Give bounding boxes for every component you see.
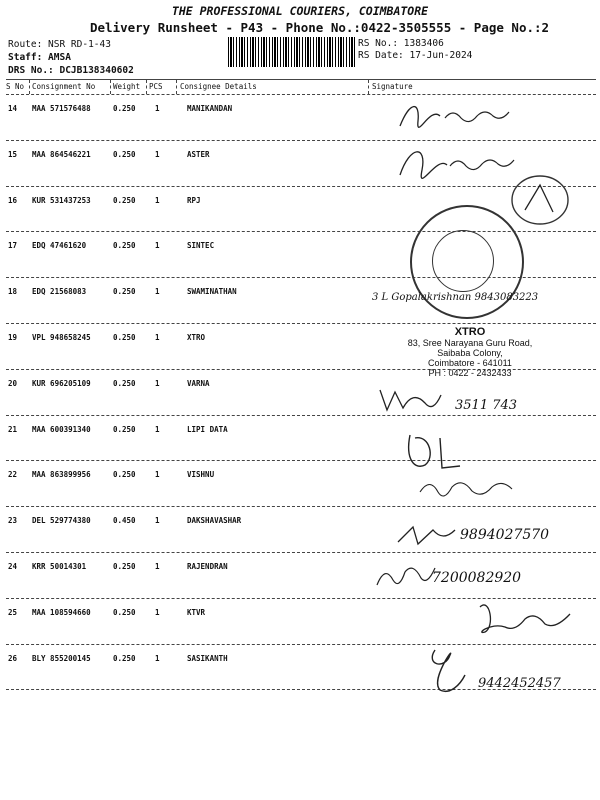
consignment-cell: DEL 529774380 [32,516,91,526]
consignment-cell: KUR 696205109 [32,378,91,388]
col-divider [29,80,30,94]
pcs-cell: 1 [155,195,160,205]
col-divider [176,80,177,94]
signature-row-25 [470,597,590,642]
xtro-stamp [390,326,550,378]
pcs-cell: 1 [155,287,160,297]
xtro-address-line3: Coimbatore - 641011 [428,358,512,368]
consignee-cell: ASTER [187,149,210,159]
rs-date: RS Date: 17-Jun-2024 [358,50,473,61]
sno-cell: 17 [8,241,18,251]
weight-cell: 0.250 [113,287,136,297]
row-divider [6,460,596,461]
signature-row-14 [390,96,540,136]
consignment-cell: KRR 50014301 [32,562,87,571]
pcs-cell: 1 [155,562,160,571]
weight-cell: 0.250 [113,333,136,342]
drs-number: DRS No.: DCJB138340602 [8,65,134,76]
consignment-cell: BLY 855200145 [32,653,91,663]
pcs-cell: 1 [155,149,160,159]
table-top-border [6,79,596,80]
sno-cell: 25 [8,607,18,617]
consignment-cell: MAA 863899956 [32,470,91,480]
col-divider [146,80,147,94]
weight-cell: 0.250 [113,562,136,571]
xtro-name: XTRO [454,326,486,338]
signature-row-26 [420,640,480,700]
consignee-cell: SWAMINATHAN [187,287,237,297]
row-divider [6,415,596,416]
runsheet-subtitle: Delivery Runsheet - P43 - Phone No.:0422-3505555 - Page No.:2 [90,20,550,35]
sno-cell: 20 [8,378,18,388]
pcs-cell: 1 [155,378,160,388]
weight-cell: 0.250 [113,424,136,434]
consignee-cell: RPJ [187,195,201,205]
column-header-sno: S No [6,82,25,91]
consignment-cell: MAA 571576488 [32,104,91,113]
pcs-cell: 1 [155,607,160,617]
handwriting-row-23: 9894027570 [460,527,550,543]
consignee-cell: RAJENDRAN [187,562,228,571]
sno-cell: 26 [8,653,18,663]
row-divider [6,323,596,324]
signature-row-21 [400,430,480,475]
weight-cell: 0.250 [113,653,136,663]
rs-number: RS No.: 1383406 [358,38,444,49]
sno-cell: 14 [8,104,18,113]
consignee-cell: VISHNU [187,470,215,480]
handwriting-row-26: 9442452457 [478,676,561,691]
pcs-cell: 1 [155,241,160,251]
column-header-consignment: Consignment No [32,82,96,91]
xtro-phone: PH : 0422 - 2432433 [428,368,512,378]
col-divider [368,80,369,94]
xtro-address-line2: Saibaba Colony, [437,348,503,358]
sno-cell: 21 [8,424,18,434]
sno-cell: 23 [8,516,18,526]
signature-row-23 [393,522,463,552]
weight-cell: 0.250 [113,195,136,205]
row-divider [6,552,596,553]
weight-cell: 0.250 [113,149,136,159]
signature-row-20 [375,380,445,415]
pcs-cell: 1 [155,516,160,526]
consignee-cell: XTRO [187,333,206,342]
column-header-signature: Signature [372,82,413,91]
pcs-cell: 1 [155,470,160,480]
signature-row-24 [372,560,442,590]
pcs-cell: 1 [155,104,160,113]
weight-cell: 0.250 [113,104,136,113]
column-header-consignee: Consignee Details [180,82,257,91]
handwriting-row-24: 7200082920 [432,570,522,586]
handwriting-row-18: 3 L Gopalakrishnan 9843083223 [372,292,539,303]
row-divider [6,506,596,507]
consignment-cell: EDQ 47461620 [32,241,87,251]
pcs-cell: 1 [155,333,160,342]
col-divider [110,80,111,94]
header-divider [6,94,596,95]
handwriting-row-20: 3511 743 [455,398,518,413]
column-header-weight: Weight [113,82,141,91]
company-title: THE PROFESSIONAL COURIERS, COIMBATORE [171,4,429,18]
signature-row-16 [505,170,575,230]
consignee-cell: VARNA [187,378,210,388]
consignment-cell: MAA 864546221 [32,149,91,159]
consignee-cell: DAKSHAVASHAR [187,516,242,526]
barcode [228,37,356,67]
consignment-cell: KUR 531437253 [32,195,91,205]
sno-cell: 22 [8,470,18,480]
consignment-cell: MAA 600391340 [32,424,91,434]
weight-cell: 0.450 [113,516,136,526]
weight-cell: 0.250 [113,241,136,251]
staff-label: Staff: AMSA [8,52,71,63]
consignee-cell: MANIKANDAN [187,104,233,113]
sno-cell: 16 [8,195,18,205]
consignment-cell: MAA 108594660 [32,607,91,617]
pcs-cell: 1 [155,424,160,434]
consignment-cell: EDQ 21568083 [32,287,87,297]
column-header-pcs: PCS [149,82,163,91]
sno-cell: 15 [8,149,18,159]
consignee-cell: SINTEC [187,241,215,251]
weight-cell: 0.250 [113,378,136,388]
consignee-cell: KTVR [187,607,206,617]
weight-cell: 0.250 [113,607,136,617]
sno-cell: 19 [8,333,18,342]
sno-cell: 24 [8,562,18,571]
consignee-cell: SASIKANTH [187,653,228,663]
pcs-cell: 1 [155,653,160,663]
consignment-cell: VPL 948658245 [32,333,91,342]
sno-cell: 18 [8,287,18,297]
stamp-inner-ring [432,230,494,292]
weight-cell: 0.250 [113,470,136,480]
consignee-cell: LIPI DATA [187,424,228,434]
signature-row-22 [415,472,535,502]
route-label: Route: NSR RD-1-43 [8,39,111,50]
xtro-address-line1: 83, Sree Narayana Guru Road, [407,338,533,348]
row-divider [6,644,596,645]
